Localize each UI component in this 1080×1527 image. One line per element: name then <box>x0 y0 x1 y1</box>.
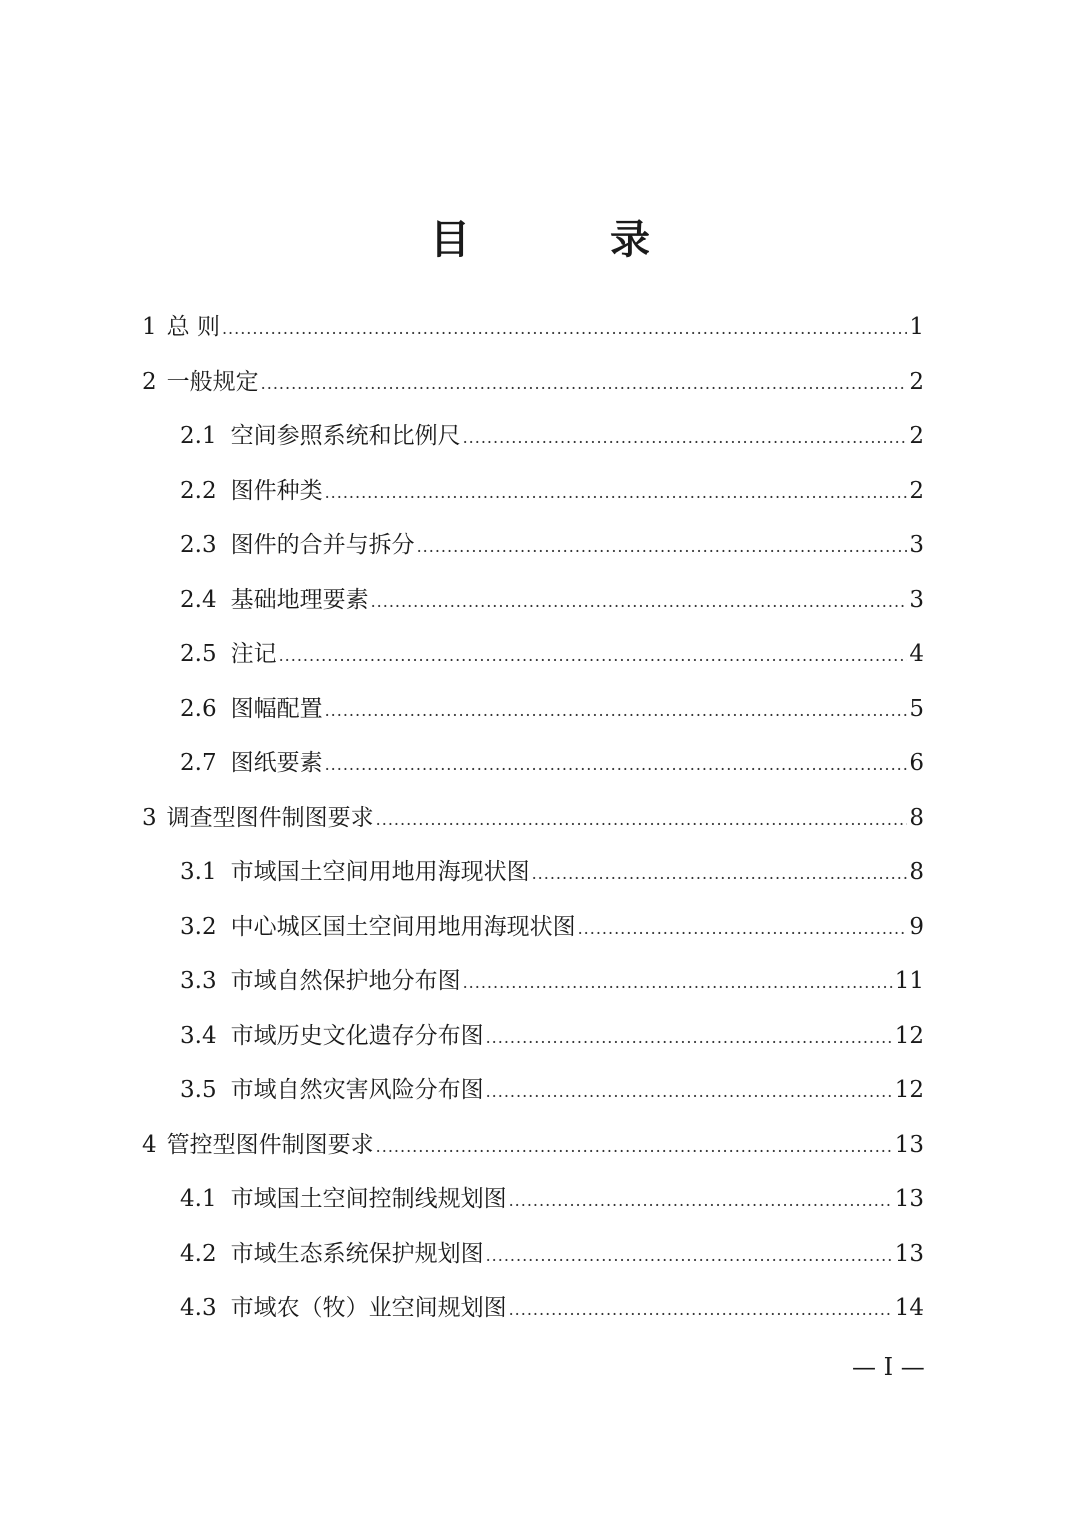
toc-entry-number: 3 <box>142 804 157 831</box>
toc-dot-leader <box>325 466 908 520</box>
toc-entry[interactable] <box>142 1118 924 1173</box>
toc-entry-number: 2.6 <box>180 695 217 722</box>
toc-dot-leader <box>578 902 908 956</box>
toc-entry[interactable] <box>142 736 924 791</box>
toc-entry-label: 图纸要素 <box>230 750 323 776</box>
toc-dot-leader <box>279 629 908 683</box>
toc-entry-number: 3.2 <box>180 913 217 940</box>
toc-entry-label: 市域农（牧）业空间规划图 <box>230 1295 507 1321</box>
toc-entry-label: 管控型图件制图要求 <box>166 1131 374 1158</box>
toc-dot-leader <box>463 411 908 465</box>
toc-entry-page: 14 <box>894 1295 924 1321</box>
table-of-contents <box>142 300 924 1336</box>
toc-entry-number: 4 <box>142 1131 157 1158</box>
toc-entry-label: 市域国土空间用地用海现状图 <box>230 859 530 885</box>
toc-entry-number: 3.3 <box>180 968 217 994</box>
toc-entry-page: 6 <box>909 750 924 776</box>
toc-entry-label: 基础地理要素 <box>230 586 369 613</box>
toc-dot-leader <box>486 1011 893 1065</box>
toc-entry-page: 12 <box>894 1022 924 1049</box>
toc-dot-leader <box>486 1065 893 1119</box>
toc-entry[interactable] <box>142 573 924 628</box>
toc-entry-label: 市域生态系统保护规划图 <box>230 1240 484 1267</box>
toc-dot-leader <box>222 302 907 356</box>
toc-entry-label: 调查型图件制图要求 <box>166 804 374 831</box>
toc-entry-page: 2 <box>909 368 924 395</box>
toc-entry-page: 13 <box>894 1240 924 1267</box>
toc-entry-page: 2 <box>909 477 924 504</box>
toc-entry-number: 1 <box>142 314 157 340</box>
toc-entry-page: 4 <box>909 641 924 667</box>
toc-entry-page: 5 <box>909 695 924 722</box>
toc-entry-label: 图件种类 <box>230 477 323 504</box>
toc-entry-label: 图件的合并与拆分 <box>230 532 415 558</box>
toc-entry[interactable] <box>142 464 924 519</box>
toc-entry-number: 2 <box>142 368 157 395</box>
toc-entry[interactable] <box>142 355 924 410</box>
toc-entry[interactable] <box>142 1063 924 1118</box>
toc-entry[interactable] <box>142 1009 924 1064</box>
toc-entry-page: 13 <box>894 1131 924 1158</box>
toc-entry-label: 中心城区国土空间用地用海现状图 <box>230 913 576 940</box>
toc-entry-number: 2.7 <box>180 750 217 776</box>
toc-entry[interactable] <box>142 300 924 355</box>
toc-entry-label: 市域国土空间控制线规划图 <box>230 1186 507 1212</box>
toc-entry[interactable] <box>142 518 924 573</box>
toc-entry[interactable] <box>142 682 924 737</box>
toc-dot-leader <box>532 847 908 901</box>
toc-entry-page: 2 <box>909 423 924 449</box>
toc-dot-leader <box>261 357 908 411</box>
toc-dot-leader <box>376 1120 893 1174</box>
toc-entry-label: 空间参照系统和比例尺 <box>230 423 461 449</box>
page-title: 目 录 <box>430 216 700 263</box>
toc-entry-page: 9 <box>909 913 924 940</box>
page-number: — I — <box>852 1353 925 1381</box>
toc-dot-leader <box>325 738 908 792</box>
toc-entry-number: 2.4 <box>180 586 217 613</box>
toc-entry[interactable] <box>142 409 924 464</box>
toc-entry-page: 3 <box>909 586 924 613</box>
toc-dot-leader <box>486 1229 893 1283</box>
toc-entry[interactable] <box>142 1227 924 1282</box>
toc-entry-number: 2.2 <box>180 477 217 504</box>
toc-entry[interactable] <box>142 1281 924 1336</box>
toc-entry-page: 8 <box>909 859 924 885</box>
toc-entry-number: 2.3 <box>180 532 217 558</box>
toc-dot-leader <box>325 684 908 738</box>
toc-entry-page: 13 <box>894 1186 924 1212</box>
toc-entry-label: 注记 <box>230 641 277 667</box>
toc-entry-number: 4.3 <box>180 1295 217 1321</box>
toc-entry-label: 总 则 <box>166 314 220 340</box>
toc-entry-label: 市域自然保护地分布图 <box>230 968 461 994</box>
toc-entry-label: 一般规定 <box>166 368 259 395</box>
toc-dot-leader <box>417 520 908 574</box>
toc-dot-leader <box>509 1283 893 1337</box>
toc-entry-number: 3.1 <box>180 859 217 885</box>
toc-entry-page: 11 <box>894 968 924 994</box>
toc-entry[interactable] <box>142 627 924 682</box>
toc-entry[interactable] <box>142 791 924 846</box>
toc-entry-page: 1 <box>909 314 924 340</box>
toc-entry-page: 3 <box>909 532 924 558</box>
toc-entry[interactable] <box>142 1172 924 1227</box>
toc-entry-number: 3.5 <box>180 1077 217 1103</box>
toc-entry-number: 2.1 <box>180 423 217 449</box>
toc-entry[interactable] <box>142 900 924 955</box>
toc-dot-leader <box>463 956 893 1010</box>
toc-entry-number: 2.5 <box>180 641 217 667</box>
toc-entry-label: 市域历史文化遗存分布图 <box>230 1022 484 1049</box>
toc-dot-leader <box>376 793 908 847</box>
toc-entry-page: 8 <box>909 804 924 831</box>
toc-entry-page: 12 <box>894 1077 924 1103</box>
toc-dot-leader <box>371 575 908 629</box>
toc-entry[interactable] <box>142 954 924 1009</box>
toc-entry-number: 3.4 <box>180 1022 217 1049</box>
toc-entry-label: 市域自然灾害风险分布图 <box>230 1077 484 1103</box>
toc-entry-label: 图幅配置 <box>230 695 323 722</box>
toc-entry-number: 4.1 <box>180 1186 217 1212</box>
toc-entry-number: 4.2 <box>180 1240 217 1267</box>
toc-dot-leader <box>509 1174 893 1228</box>
toc-entry[interactable] <box>142 845 924 900</box>
